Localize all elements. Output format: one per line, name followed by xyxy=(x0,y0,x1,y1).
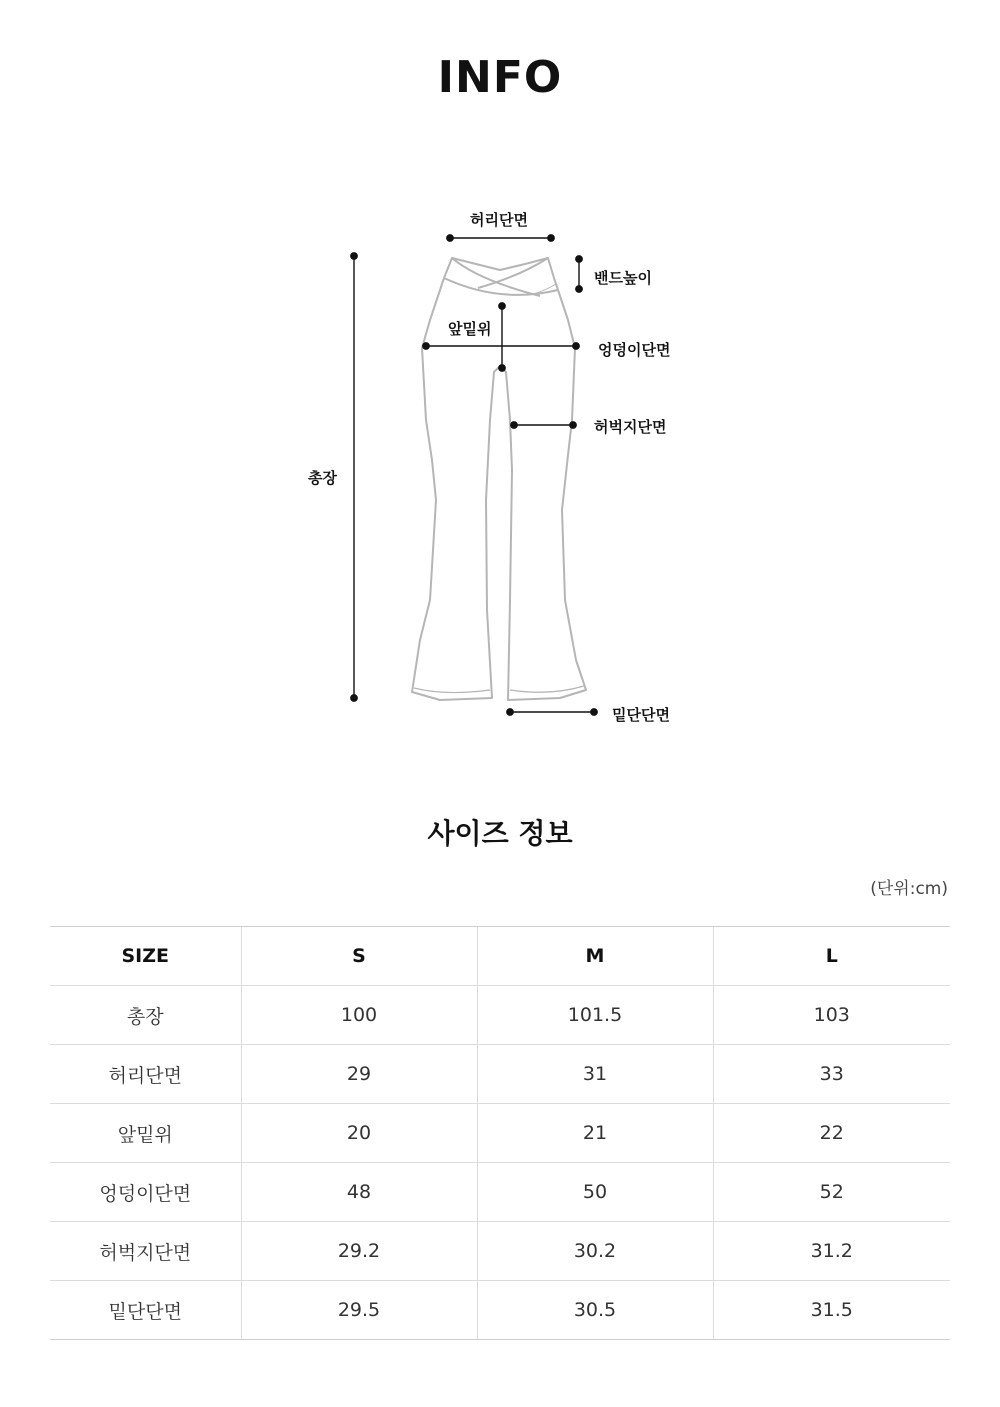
cell-m: 50 xyxy=(477,1163,713,1222)
row-label: 총장 xyxy=(50,986,241,1045)
cell-s: 48 xyxy=(241,1163,477,1222)
table-row xyxy=(50,1045,950,1104)
cell-m: 31 xyxy=(477,1045,713,1104)
cell-s: 20 xyxy=(241,1104,477,1163)
size-info-title: 사이즈 정보 xyxy=(427,817,573,850)
row-label: 허리단면 xyxy=(50,1045,241,1104)
label-thigh: 허벅지단면 xyxy=(594,418,667,436)
cell-s: 29.5 xyxy=(241,1281,477,1340)
table-row xyxy=(50,1163,950,1222)
cell-l: 22 xyxy=(713,1104,950,1163)
row-label: 허벅지단면 xyxy=(50,1222,241,1281)
label-hem: 밑단단면 xyxy=(612,706,670,724)
cell-l: 103 xyxy=(713,986,950,1045)
header-size: SIZE xyxy=(50,927,241,986)
cell-s: 29.2 xyxy=(241,1222,477,1281)
label-band-height: 밴드높이 xyxy=(594,269,652,287)
cell-m: 21 xyxy=(477,1104,713,1163)
row-label: 엉덩이단면 xyxy=(50,1163,241,1222)
label-waist: 허리단면 xyxy=(470,211,528,229)
table-row xyxy=(50,1222,950,1281)
table-row xyxy=(50,1104,950,1163)
header-m: M xyxy=(477,927,713,986)
size-table xyxy=(50,926,950,1340)
row-label: 밑단단면 xyxy=(50,1281,241,1340)
page-title: INFO xyxy=(437,52,563,103)
cell-m: 30.2 xyxy=(477,1222,713,1281)
label-total-length: 총장 xyxy=(308,469,337,487)
cell-s: 29 xyxy=(241,1045,477,1104)
header-l: L xyxy=(713,927,950,986)
cell-m: 101.5 xyxy=(477,986,713,1045)
pants-outline xyxy=(412,258,586,700)
cell-l: 31.2 xyxy=(713,1222,950,1281)
cell-l: 33 xyxy=(713,1045,950,1104)
label-hip: 엉덩이단면 xyxy=(598,341,671,359)
cell-m: 30.5 xyxy=(477,1281,713,1340)
row-label: 앞밑위 xyxy=(50,1104,241,1163)
cell-s: 100 xyxy=(241,986,477,1045)
header-s: S xyxy=(241,927,477,986)
cell-l: 52 xyxy=(713,1163,950,1222)
cell-l: 31.5 xyxy=(713,1281,950,1340)
table-row xyxy=(50,986,950,1045)
label-front-rise: 앞밑위 xyxy=(448,320,492,338)
unit-note: (단위:cm) xyxy=(870,879,948,899)
table-row xyxy=(50,1281,950,1340)
table-header-row xyxy=(50,927,950,986)
